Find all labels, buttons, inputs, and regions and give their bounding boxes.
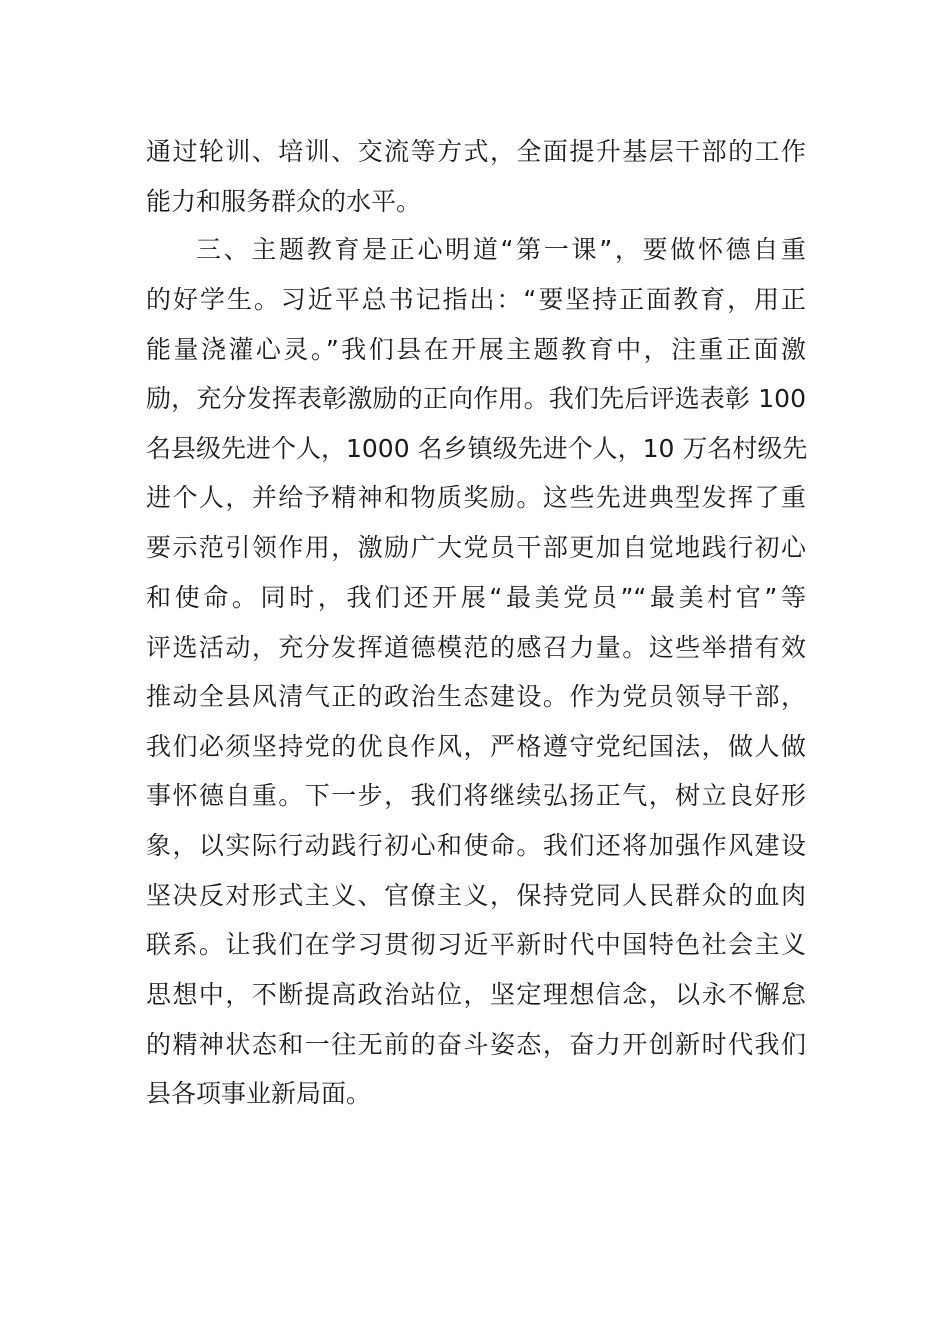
text-line: 评选活动，充分发挥道德模范的感召力量。这些举措有效 xyxy=(146,633,806,662)
text-line: 能力和服务群众的水平。 xyxy=(146,187,422,216)
text-line: 励，充分发挥表彰激励的正向作用。我们先后评选表彰 100 xyxy=(146,384,806,413)
text-line: 县各项事业新局面。 xyxy=(146,1079,372,1108)
text-line: 的好学生。习近平总书记指出：“要坚持正面教育，用正 xyxy=(146,285,806,314)
text-line: 进个人，并给予精神和物质奖励。这些先进典型发挥了重 xyxy=(146,483,806,512)
text-line: 联系。让我们在学习贯彻习近平新时代中国特色社会主义 xyxy=(146,930,806,959)
text-line: 通过轮训、培训、交流等方式，全面提升基层干部的工作 xyxy=(146,137,806,166)
text-line: 能量浇灌心灵。”我们县在开展主题教育中，注重正面激 xyxy=(146,335,806,364)
text-line: 和使命。同时，我们还开展“最美党员”“最美村官”等 xyxy=(146,583,806,612)
text-line: 思想中，不断提高政治站位，坚定理想信念，以永不懈怠 xyxy=(146,980,806,1009)
text-line: 要示范引领作用，激励广大党员干部更加自觉地践行初心 xyxy=(146,533,806,562)
text-line: 推动全县风清气正的政治生态建设。作为党员领导干部， xyxy=(146,682,806,711)
text-line: 的精神状态和一往无前的奋斗姿态，奋力开创新时代我们 xyxy=(146,1030,806,1059)
text-line: 坚决反对形式主义、官僚主义，保持党同人民群众的血肉 xyxy=(146,881,806,910)
text-line: 名县级先进个人，1000 名乡镇级先进个人，10 万名村级先 xyxy=(146,434,808,463)
paragraph-heading-line: 三、主题教育是正心明道“第一课”，要做怀德自重 xyxy=(196,235,806,264)
text-line: 事怀德自重。下一步，我们将继续弘扬正气，树立良好形 xyxy=(146,781,806,810)
text-line: 象，以实际行动践行初心和使命。我们还将加强作风建设 xyxy=(146,831,806,860)
text-line: 我们必须坚持党的优良作风，严格遵守党纪国法，做人做 xyxy=(146,732,806,761)
